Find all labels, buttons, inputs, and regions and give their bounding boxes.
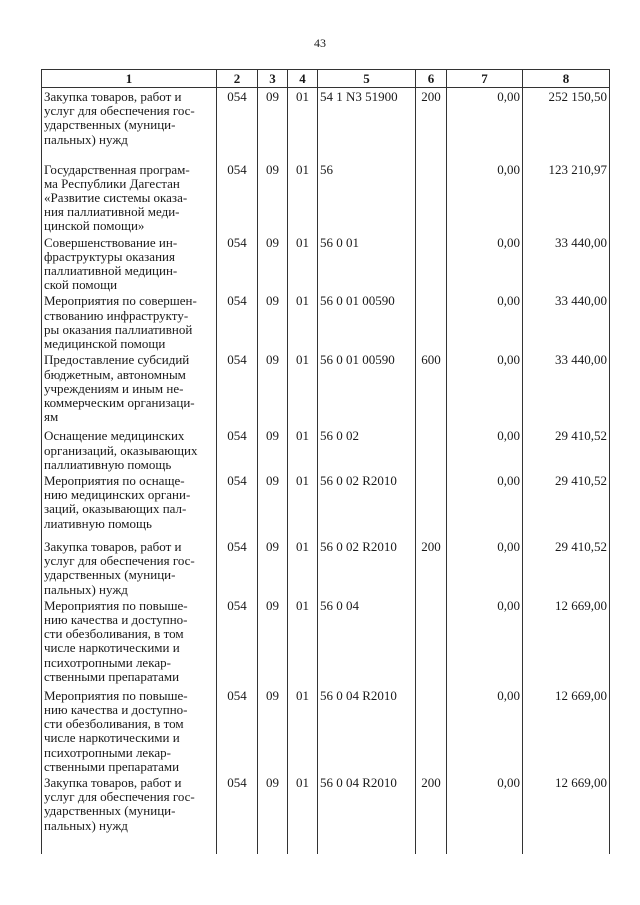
name-line: психотропными лекар- <box>44 744 171 760</box>
table-row <box>42 687 610 774</box>
cell-col7: 0,00 <box>447 292 523 351</box>
cell-subsection: 01 <box>288 538 318 597</box>
table-row <box>42 597 610 687</box>
cell-target-article: 56 0 02 R2010 <box>318 472 416 538</box>
cell-amount: 12 669,00 <box>523 687 610 774</box>
name-line: психотропными лекар- <box>44 654 171 670</box>
cell-col7: 0,00 <box>447 538 523 597</box>
cell-name <box>42 161 217 234</box>
name-line: заций, оказывающих пал- <box>44 501 187 517</box>
name-line: Совершенствование ин- <box>44 234 178 250</box>
cell-expense-type: 200 <box>416 774 447 854</box>
cell-col7: 0,00 <box>447 774 523 854</box>
name-line: нию качества и доступно- <box>44 611 188 627</box>
cell-target-article: 54 1 N3 51900 <box>318 88 416 161</box>
page-number: 43 <box>314 36 326 50</box>
cell-amount: 12 669,00 <box>523 597 610 687</box>
cell-name <box>42 234 217 293</box>
name-line: Мероприятия по совершен- <box>44 293 197 309</box>
name-line: услуг для обеспечения гос- <box>44 789 195 805</box>
cell-amount: 12 669,00 <box>523 774 610 854</box>
header-row <box>42 70 610 88</box>
cell-grbs: 054 <box>217 234 258 293</box>
column-header-7: 7 <box>447 70 523 88</box>
name-line: ударственных (муници- <box>44 567 176 583</box>
name-line: Мероприятия по оснаще- <box>44 472 185 488</box>
name-line: Мероприятия по повыше- <box>44 687 188 703</box>
table-row <box>42 88 610 161</box>
table-row <box>42 472 610 538</box>
name-line: ственными препаратами <box>44 668 180 684</box>
cell-target-article: 56 <box>318 161 416 234</box>
column-header-6: 6 <box>416 70 447 88</box>
cell-subsection: 01 <box>288 687 318 774</box>
name-line: пальных) нужд <box>44 581 128 597</box>
table-row <box>42 538 610 597</box>
name-line: ударственных (муници- <box>44 803 176 819</box>
name-line: нию качества и доступно- <box>44 701 188 717</box>
cell-grbs: 054 <box>217 472 258 538</box>
name-line: сти обезболивания, в том <box>44 716 184 732</box>
cell-col7: 0,00 <box>447 472 523 538</box>
name-line: Мероприятия по повыше- <box>44 597 188 613</box>
cell-name <box>42 427 217 472</box>
column-header-1: 1 <box>42 70 217 88</box>
cell-grbs: 054 <box>217 774 258 854</box>
name-line: Государственная програм- <box>44 161 190 177</box>
table-row <box>42 161 610 234</box>
name-line: Закупка товаров, работ и <box>44 774 182 790</box>
name-line: ствованию инфраструкту- <box>44 307 189 323</box>
name-line: Оснащение медицинских <box>44 428 185 444</box>
name-line: числе наркотическими и <box>44 640 180 656</box>
cell-target-article: 56 0 01 00590 <box>318 292 416 351</box>
cell-expense-type <box>416 234 447 293</box>
name-line: сти обезболивания, в том <box>44 626 184 642</box>
name-line: пальных) нужд <box>44 131 128 147</box>
column-header-8: 8 <box>523 70 610 88</box>
cell-expense-type <box>416 472 447 538</box>
cell-expense-type: 600 <box>416 351 447 427</box>
cell-section: 09 <box>258 351 288 427</box>
name-line: «Развитие системы оказа- <box>44 189 188 205</box>
cell-expense-type: 200 <box>416 538 447 597</box>
column-header-3: 3 <box>258 70 288 88</box>
cell-subsection: 01 <box>288 234 318 293</box>
cell-subsection: 01 <box>288 88 318 161</box>
cell-name <box>42 88 217 161</box>
name-line: коммерческим организаци- <box>44 394 195 410</box>
name-line: Закупка товаров, работ и <box>44 89 182 104</box>
column-header-5: 5 <box>318 70 416 88</box>
name-line: ям <box>44 409 59 425</box>
cell-section: 09 <box>258 234 288 293</box>
cell-amount: 33 440,00 <box>523 292 610 351</box>
cell-name <box>42 774 217 854</box>
cell-subsection: 01 <box>288 774 318 854</box>
name-line: числе наркотическими и <box>44 730 180 746</box>
cell-target-article: 56 0 04 <box>318 597 416 687</box>
name-line: фраструктуры оказания <box>44 248 175 264</box>
name-line: пальных) нужд <box>44 817 128 833</box>
name-line: ственными препаратами <box>44 758 180 774</box>
table-row <box>42 234 610 293</box>
cell-col7: 0,00 <box>447 427 523 472</box>
cell-name <box>42 351 217 427</box>
name-line: паллиативной медицин- <box>44 262 178 278</box>
cell-amount: 29 410,52 <box>523 538 610 597</box>
cell-subsection: 01 <box>288 427 318 472</box>
cell-subsection: 01 <box>288 161 318 234</box>
cell-section: 09 <box>258 774 288 854</box>
name-line: медицинской помощи <box>44 335 166 351</box>
cell-section: 09 <box>258 88 288 161</box>
name-line: услуг для обеспечения гос- <box>44 103 195 119</box>
name-line: лиативную помощь <box>44 515 152 531</box>
cell-grbs: 054 <box>217 161 258 234</box>
name-line: ма Республики Дагестан <box>44 175 180 191</box>
table-row <box>42 292 610 351</box>
name-line: нию медицинских органи- <box>44 487 191 503</box>
name-line: ния паллиативной меди- <box>44 204 180 220</box>
cell-name <box>42 538 217 597</box>
table-body <box>42 88 610 854</box>
cell-subsection: 01 <box>288 351 318 427</box>
cell-section: 09 <box>258 292 288 351</box>
cell-section: 09 <box>258 472 288 538</box>
cell-section: 09 <box>258 597 288 687</box>
cell-col7: 0,00 <box>447 234 523 293</box>
cell-target-article: 56 0 01 <box>318 234 416 293</box>
cell-target-article: 56 0 04 R2010 <box>318 774 416 854</box>
cell-subsection: 01 <box>288 292 318 351</box>
cell-grbs: 054 <box>217 88 258 161</box>
cell-target-article: 56 0 01 00590 <box>318 351 416 427</box>
name-line: организаций, оказывающих <box>44 442 198 458</box>
cell-expense-type <box>416 427 447 472</box>
cell-section: 09 <box>258 538 288 597</box>
cell-col7: 0,00 <box>447 88 523 161</box>
cell-expense-type <box>416 161 447 234</box>
budget-table <box>41 69 610 854</box>
cell-name <box>42 687 217 774</box>
table-row <box>42 427 610 472</box>
cell-grbs: 054 <box>217 597 258 687</box>
cell-name <box>42 472 217 538</box>
cell-target-article: 56 0 04 R2010 <box>318 687 416 774</box>
cell-expense-type <box>416 292 447 351</box>
cell-expense-type <box>416 687 447 774</box>
cell-amount: 29 410,52 <box>523 427 610 472</box>
name-line: паллиативную помощь <box>44 456 172 472</box>
cell-amount: 123 210,97 <box>523 161 610 234</box>
cell-section: 09 <box>258 427 288 472</box>
cell-section: 09 <box>258 687 288 774</box>
cell-amount: 33 440,00 <box>523 351 610 427</box>
table-row <box>42 351 610 427</box>
cell-expense-type: 200 <box>416 88 447 161</box>
table-row <box>42 774 610 854</box>
name-line: ударственных (муници- <box>44 117 176 133</box>
cell-target-article: 56 0 02 R2010 <box>318 538 416 597</box>
cell-col7: 0,00 <box>447 351 523 427</box>
name-line: бюджетным, автономным <box>44 366 186 382</box>
name-line: ской помощи <box>44 277 118 293</box>
cell-expense-type <box>416 597 447 687</box>
cell-amount: 33 440,00 <box>523 234 610 293</box>
name-line: услуг для обеспечения гос- <box>44 553 195 569</box>
cell-amount: 252 150,50 <box>523 88 610 161</box>
cell-name <box>42 597 217 687</box>
cell-amount: 29 410,52 <box>523 472 610 538</box>
cell-col7: 0,00 <box>447 597 523 687</box>
name-line: Закупка товаров, работ и <box>44 538 182 554</box>
cell-name <box>42 292 217 351</box>
cell-subsection: 01 <box>288 597 318 687</box>
cell-grbs: 054 <box>217 687 258 774</box>
cell-subsection: 01 <box>288 472 318 538</box>
name-line: учреждениям и иным не- <box>44 380 184 396</box>
cell-grbs: 054 <box>217 538 258 597</box>
cell-col7: 0,00 <box>447 687 523 774</box>
name-line: Предоставление субсидий <box>44 352 190 368</box>
cell-col7: 0,00 <box>447 161 523 234</box>
column-header-2: 2 <box>217 70 258 88</box>
cell-grbs: 054 <box>217 427 258 472</box>
cell-section: 09 <box>258 161 288 234</box>
name-line: цинской помощи» <box>44 218 145 234</box>
column-header-4: 4 <box>288 70 318 88</box>
name-line: ры оказания паллиативной <box>44 321 193 337</box>
cell-target-article: 56 0 02 <box>318 427 416 472</box>
cell-grbs: 054 <box>217 351 258 427</box>
cell-grbs: 054 <box>217 292 258 351</box>
